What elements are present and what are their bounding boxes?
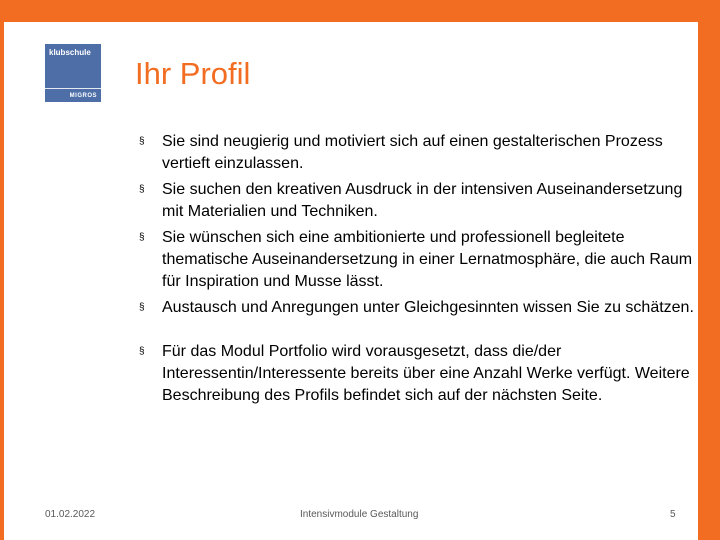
footer-title: Intensivmodule Gestaltung — [300, 509, 419, 520]
klubschule-migros-logo — [45, 44, 101, 102]
list-item — [139, 179, 699, 223]
bullet-icon: § — [139, 232, 145, 243]
bullet-icon: § — [139, 136, 145, 147]
list-item-text: Sie suchen den kreativen Ausdruck in der intensiven Auseinandersetzung mit Materialien und Techniken. — [162, 181, 683, 220]
list-item-text: Sie wünschen sich eine ambitionierte und professionell begleitete thematische Auseinandersetzung in einer Lernatmosphäre, die auch Raum für Inspiration und Musse lässt. — [162, 229, 693, 290]
bullet-icon: § — [139, 346, 145, 357]
list-item-text: Sie sind neugierig und motiviert sich auf einen gestalterischen Prozess vertieft einzulassen. — [162, 133, 663, 172]
bullet-icon: § — [139, 302, 145, 313]
list-item-text: Austausch und Anregungen unter Gleichgesinnten wissen Sie zu schätzen. — [162, 299, 694, 316]
list-item — [139, 131, 699, 175]
list-item — [139, 341, 699, 407]
list-item — [139, 227, 699, 293]
profile-bullet-list — [139, 131, 699, 411]
footer-date: 01.02.2022 — [45, 509, 96, 520]
page-number: 5 — [670, 509, 676, 520]
logo-top-text: klubschule — [49, 48, 91, 57]
left-accent-bar — [0, 0, 4, 540]
list-item — [139, 297, 699, 319]
logo-bottom-text: MIGROS — [69, 93, 97, 99]
slide-title: Ihr Profil — [135, 56, 251, 91]
top-accent-bar — [0, 0, 720, 22]
list-item-text: Für das Modul Portfolio wird vorausgesetzt, dass die/der Interessentin/Interessente bereits über eine Anzahl Werke verfügt. Weitere Beschreibung des Profils befindet sich auf der nächsten Seite. — [162, 343, 690, 404]
bullet-icon: § — [139, 184, 145, 195]
right-accent-bar — [698, 0, 720, 540]
logo-divider — [45, 88, 101, 89]
